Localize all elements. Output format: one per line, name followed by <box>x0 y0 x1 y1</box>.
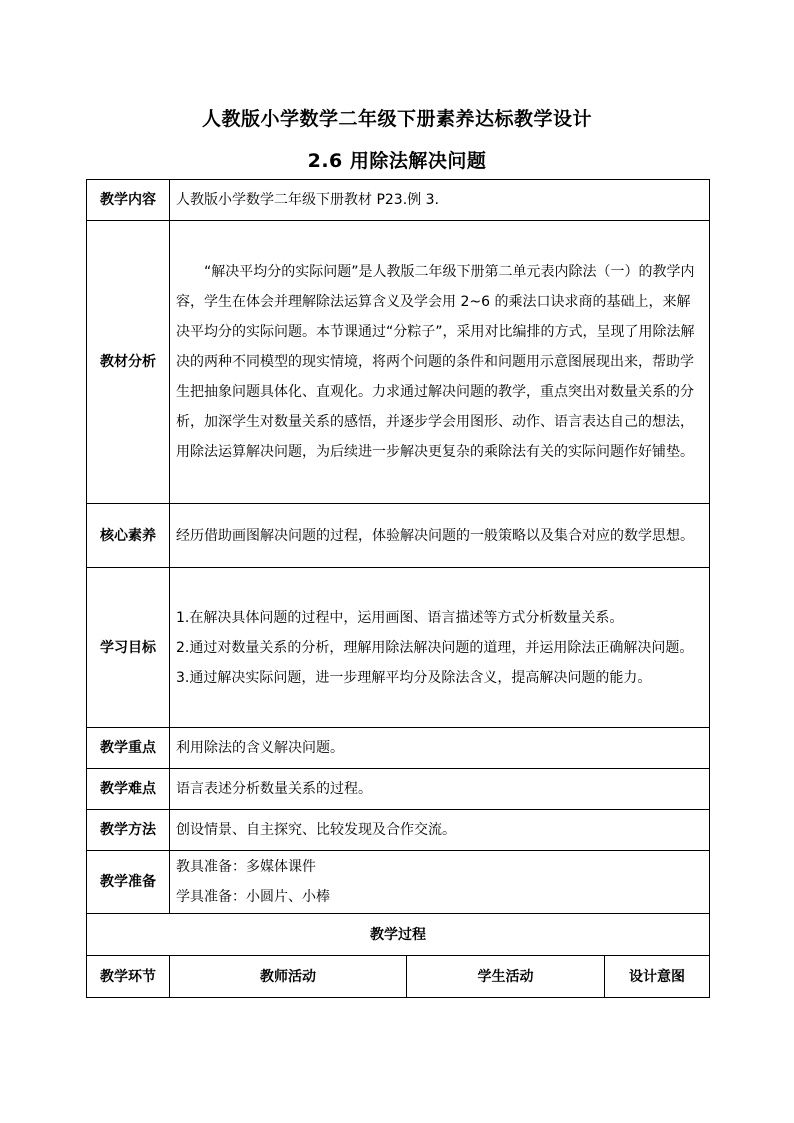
label-preparation: 教学准备 <box>87 851 170 914</box>
header-stage: 教学环节 <box>87 956 170 998</box>
label-method: 教学方法 <box>87 810 170 851</box>
label-teaching-content: 教学内容 <box>87 180 170 221</box>
goal-item-1: 1.在解决具体问题的过程中，运用画图、语言描述等方式分析数量关系。 <box>176 609 624 626</box>
teacher-preparation: 教具准备：多媒体课件 <box>176 859 316 875</box>
row-process-title <box>87 914 710 956</box>
goal-item-2: 2.通过对数量关系的分析，理解用除法解决问题的道理，并运用除法正确解决问题。 <box>176 639 694 656</box>
header-teacher-activity: 教师活动 <box>170 956 407 998</box>
lesson-subtitle: 2.6 用除法解决问题 <box>307 150 487 172</box>
row-core-literacy <box>87 504 710 568</box>
value-difficulty: 语言表述分析数量关系的过程。 <box>170 769 710 810</box>
label-core-literacy: 核心素养 <box>87 504 170 568</box>
label-material-analysis: 教材分析 <box>87 221 170 504</box>
row-difficulty <box>87 769 710 810</box>
header-design-intent: 设计意图 <box>605 956 710 998</box>
label-difficulty: 教学难点 <box>87 769 170 810</box>
value-core-literacy: 经历借助画图解决问题的过程，体验解决问题的一般策略以及集合对应的数学思想。 <box>170 504 710 568</box>
label-key-point: 教学重点 <box>87 728 170 769</box>
row-key-point <box>87 728 710 769</box>
value-teaching-content: 人教版小学数学二年级下册教材 P23.例 3. <box>170 180 710 221</box>
goal-item-3: 3.通过解决实际问题，进一步理解平均分及除法含义，提高解决问题的能力。 <box>176 669 652 686</box>
header-student-activity: 学生活动 <box>407 956 605 998</box>
value-method: 创设情景、自主探究、比较发现及合作交流。 <box>170 810 710 851</box>
row-learning-goals <box>87 568 710 728</box>
row-process-headers <box>87 956 710 998</box>
process-title: 教学过程 <box>87 914 710 956</box>
value-learning-goals <box>170 568 710 728</box>
row-method <box>87 810 710 851</box>
lesson-plan-table <box>86 179 710 998</box>
value-key-point: 利用除法的含义解决问题。 <box>170 728 710 769</box>
value-preparation <box>170 851 710 914</box>
row-teaching-content <box>87 180 710 221</box>
row-material-analysis <box>87 221 710 504</box>
value-material-analysis: “解决平均分的实际问题”是人教版二年级下册第二单元表内除法（一）的教学内容，学生在体会并理解除法运算含义及学会用 2~6 的乘法口诀求商的基础上，来解决平均分的实际问题。本节课通过“分粽子”，采用对比编排的方式，呈现了用除法解决的两种不同模型的现实情境，将两个问题的条件和问题用示意图展现出来，帮助学生把抽象问题具体化、直观化。力求通过解决问题的教学，重点突出对数量关系的分析，加深学生对数量关系的感悟，并逐步学会用图形、动作、语言表达自己的想法，用除法运算解决问题，为后续进一步解决更复杂的乘除法有关的实际问题作好铺垫。 <box>170 221 710 504</box>
label-learning-goals: 学习目标 <box>87 568 170 728</box>
row-preparation <box>87 851 710 914</box>
document-title: 人教版小学数学二年级下册素养达标教学设计 <box>201 108 592 130</box>
student-preparation: 学具准备：小圆片、小棒 <box>176 889 330 905</box>
